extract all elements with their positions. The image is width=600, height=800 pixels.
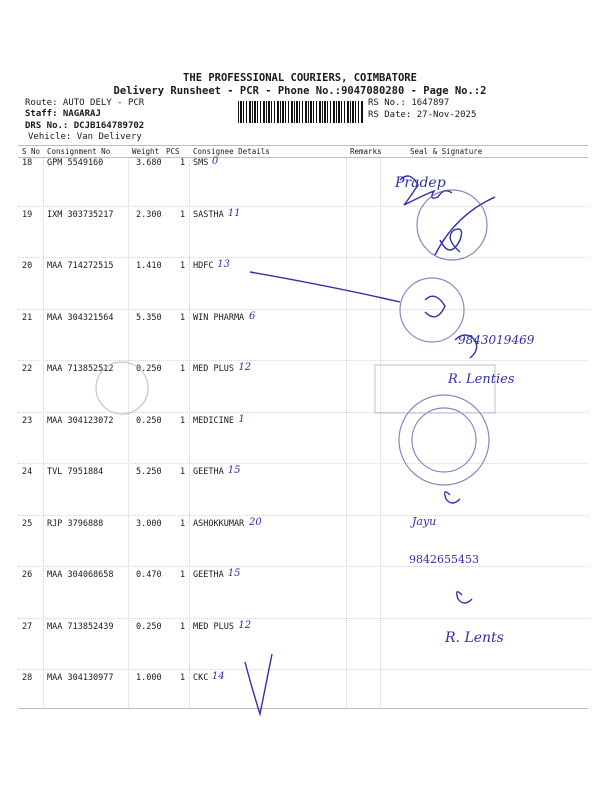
row-pcs: 1 xyxy=(180,570,186,580)
row-consignee: MEDICINE xyxy=(193,415,234,426)
row-weight: 3.000 xyxy=(136,518,162,529)
row-sno: 27 xyxy=(22,621,33,632)
row-pcs: 1 xyxy=(180,364,186,374)
handwritten-count: 12 xyxy=(238,362,252,373)
row-pcs: 1 xyxy=(180,673,186,683)
row-sno: 23 xyxy=(22,415,33,426)
stamp-circle xyxy=(96,362,148,414)
row-pcs: 1 xyxy=(180,621,186,632)
row-pcs: 1 xyxy=(180,467,186,477)
row-sno: 21 xyxy=(22,312,33,323)
row-weight: 3.680 xyxy=(136,158,162,168)
row-consignee: SMS xyxy=(193,158,209,168)
row-sno: 19 xyxy=(22,209,33,220)
row-sno: 26 xyxy=(22,570,33,580)
rs-number: RS No.: 1647897 xyxy=(368,98,450,108)
row-consignee: GEETHA xyxy=(193,467,224,477)
sig-mark xyxy=(457,592,472,603)
row-pcs: 1 xyxy=(180,209,186,220)
handwritten-count: 1 xyxy=(238,413,245,425)
row-consignment: MAA 304068658 xyxy=(47,570,114,580)
handwritten-count: 15 xyxy=(227,465,241,476)
row-consignee: SASTHA xyxy=(193,209,224,220)
sig-mark xyxy=(445,492,460,503)
row-consignment: IXM 303735217 xyxy=(47,209,114,220)
row-weight: 5.350 xyxy=(136,312,162,323)
col-seal: Seal & Signature xyxy=(410,147,483,156)
handwritten-phone-1: 9843019469 xyxy=(458,333,535,347)
handwritten-count: 15 xyxy=(227,568,241,579)
col-weight: Weight xyxy=(132,147,160,156)
row-sno: 22 xyxy=(22,364,33,374)
route-label: Route: AUTO DELY - PCR xyxy=(25,98,145,108)
row-weight: 0.250 xyxy=(136,364,162,374)
row-consignee: CKC xyxy=(193,673,209,683)
row-sno: 25 xyxy=(22,518,33,529)
row-weight: 1.410 xyxy=(136,261,162,271)
col-consignee: Consignee Details xyxy=(193,147,270,156)
col-remarks: Remarks xyxy=(350,147,382,156)
runsheet-subtitle: Delivery Runsheet - PCR - Phone No.:9047080280 - Page No.:2 xyxy=(113,85,487,97)
row-weight: 0.250 xyxy=(136,415,162,426)
handwritten-count: 6 xyxy=(249,310,256,322)
check-mark xyxy=(245,654,272,714)
handwritten-count: 0 xyxy=(211,156,219,167)
signature-lenties: R. Lenties xyxy=(448,372,515,387)
stamp-circle xyxy=(412,408,476,472)
row-consignee: MED PLUS xyxy=(193,621,234,632)
row-consignment: MAA 304130977 xyxy=(47,673,114,683)
stamp-circle xyxy=(400,278,464,342)
row-consignment: MAA 713852512 xyxy=(47,364,114,374)
row-pcs: 1 xyxy=(180,518,186,529)
row-consignee: MED PLUS xyxy=(193,364,234,374)
row-consignment: TVL 7951884 xyxy=(47,467,104,477)
handwritten-count: 14 xyxy=(211,671,225,682)
col-sno: S No xyxy=(22,147,41,156)
row-weight: 0.250 xyxy=(136,621,162,632)
row-sno: 28 xyxy=(22,673,33,683)
signature-jayu: Jayu xyxy=(412,515,437,528)
vehicle-label: Vehicle: Van Delivery xyxy=(28,132,142,142)
handwritten-count: 20 xyxy=(249,516,262,528)
row-consignee: GEETHA xyxy=(193,570,224,580)
row-sno: 18 xyxy=(22,158,33,168)
row-weight: 0.470 xyxy=(136,570,162,580)
row-weight: 5.250 xyxy=(136,467,162,477)
handwritten-count: 11 xyxy=(227,207,241,219)
row-weight: 1.000 xyxy=(136,673,162,683)
sig-mark xyxy=(425,296,445,317)
row-consignment: RJP 3796888 xyxy=(47,518,104,529)
row-consignee: HDFC xyxy=(193,261,214,271)
drs-number: DRS No.: DCJB164789702 xyxy=(25,121,145,131)
row-consignment: MAA 713852439 xyxy=(47,621,114,632)
row-pcs: 1 xyxy=(180,158,186,168)
row-sno: 20 xyxy=(22,261,33,271)
row-consignee: ASHOKKUMAR xyxy=(193,518,245,529)
col-pcs: PCS xyxy=(166,147,180,156)
row-pcs: 1 xyxy=(180,415,186,426)
rs-date: RS Date: 27-Nov-2025 xyxy=(368,110,477,120)
row-consignment: GPM 5549160 xyxy=(47,158,104,168)
row-pcs: 1 xyxy=(180,312,186,323)
handwritten-count: 13 xyxy=(217,259,230,270)
row-pcs: 1 xyxy=(180,261,186,271)
row-consignee: WIN PHARMA xyxy=(193,312,245,323)
handwritten-phone-2: 9842655453 xyxy=(409,553,479,566)
row-consignment: MAA 304321564 xyxy=(47,312,114,323)
staff-label: Staff: NAGARAJ xyxy=(25,109,101,119)
row-sno: 24 xyxy=(22,467,33,477)
signature-line xyxy=(250,272,400,302)
row-consignment: MAA 714272515 xyxy=(47,261,114,271)
handwritten-count: 12 xyxy=(238,619,252,631)
company-title: THE PROFESSIONAL COURIERS, COIMBATORE xyxy=(183,72,417,84)
row-consignment: MAA 304123072 xyxy=(47,415,114,426)
signature-lents: R. Lents xyxy=(445,630,504,646)
row-weight: 2.300 xyxy=(136,209,162,220)
signature-pradeep: Pradep xyxy=(395,175,446,191)
col-consignment: Consignment No xyxy=(47,147,111,156)
